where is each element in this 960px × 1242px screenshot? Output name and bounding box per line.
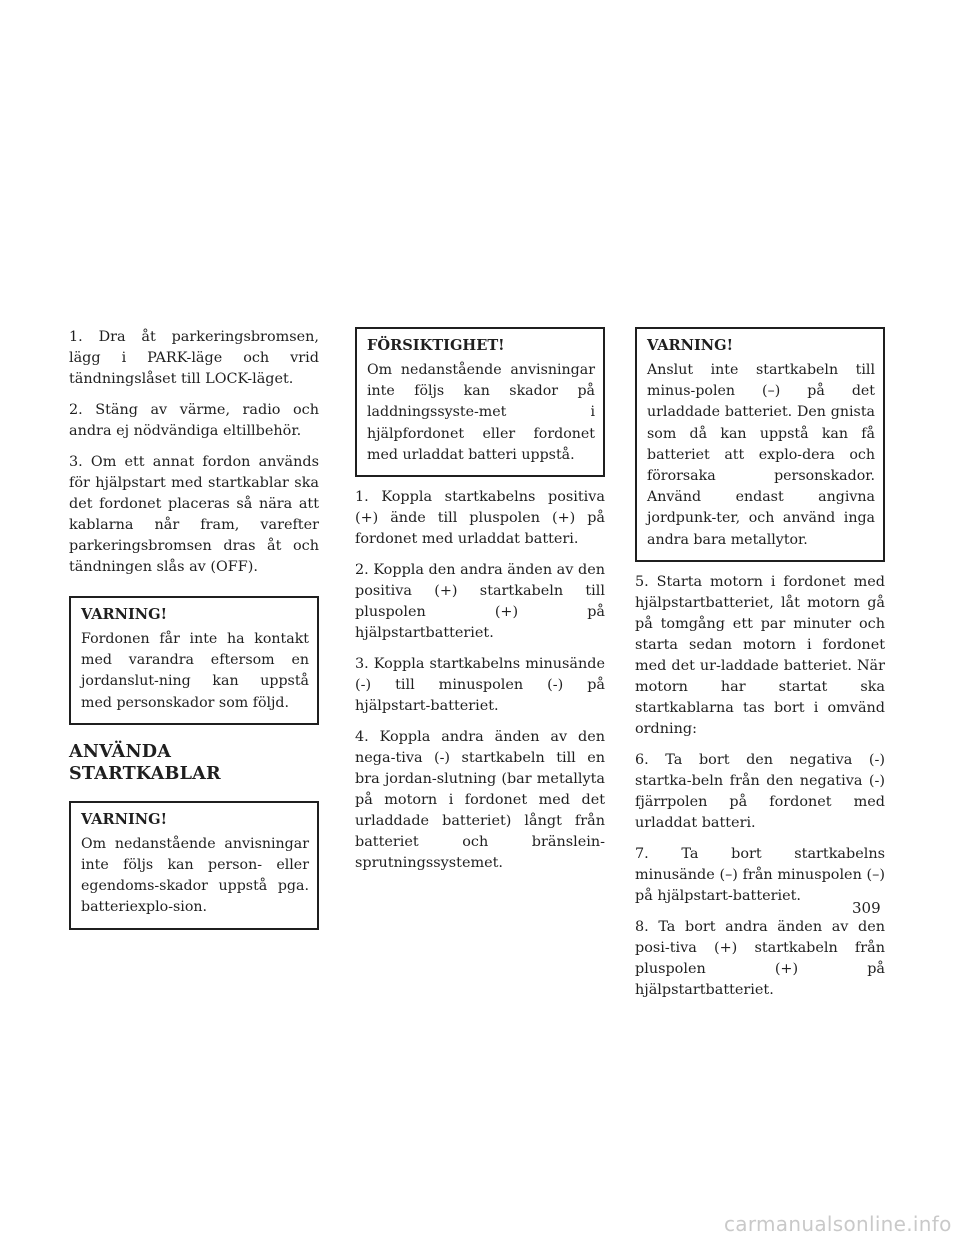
- step-2: 2. Stäng av värme, radio och andra ej nödvändiga eltillbehör.: [69, 402, 319, 439]
- step-2: 2. Koppla den andra änden av den positiva (+) startkabeln till pluspolen (+) på hjälpstartbatteriet.: [355, 562, 605, 642]
- warning-box-explosion: [69, 801, 319, 930]
- step-3: 3. Om ett annat fordon används för hjälpstart med startkablar ska det fordonet placeras så nära att kablarna når fram, varefter parkeringsbromsen dras åt och tändningen slås av (OFF).: [69, 454, 319, 575]
- step-5: 5. Starta motorn i fordonet med hjälpstartbatteriet, låt motorn gå på tomgång ett par minuter och starta sedan motorn i fordonet med det ur-laddade batteriet. När motorn har startat ska startkablarna tas bort i omvänd ordning:: [635, 573, 885, 737]
- watermark-text[interactable]: carmanualsonline.info: [724, 1212, 952, 1236]
- step-3: 3. Koppla startkabelns minusände (-) till minuspolen (-) på hjälpstart-batteriet.: [355, 656, 605, 715]
- warning-box-contact: [69, 596, 319, 725]
- step-1: 1. Koppla startkabelns positiva (+) ände till pluspolen (+) på fordonet med urladdat batteri.: [355, 489, 605, 548]
- step-4: 4. Koppla andra änden av den nega-tiva (-) startkabeln till en bra jordan-slutning (bar metallyta på motorn i fordonet med det urladdade batteriet) långt från batteriet och bränslein-sprutningssystemet.: [355, 729, 605, 872]
- warning-title: VARNING!: [81, 810, 168, 828]
- warning-title: VARNING!: [647, 337, 734, 354]
- warning-text: Om nedanstående anvisningar inte följs kan person- eller egendoms-skador uppstå pga. batteriexplo-sion.: [81, 835, 309, 916]
- column-2: [355, 327, 605, 884]
- warning-text: Anslut inte startkabeln till minus-polen (–) på det urladdade batteriet. Den gnista som då kan uppstå kan få batteriet att explo-dera och förorsaka personskador. Använd endast angivna jordpunk-ter, och använd inga andra bara metallytor.: [647, 362, 875, 548]
- warning-box-minus-pole: [635, 327, 885, 562]
- section-heading: ANVÄNDA STARTKABLAR: [69, 740, 221, 784]
- step-8: 8. Ta bort andra änden av den posi-tiva (+) startkabeln från pluspolen (+) på hjälpstartbatteriet.: [635, 918, 885, 998]
- warning-title: VARNING!: [81, 606, 168, 623]
- step-6: 6. Ta bort den negativa (-) startka-beln från den negativa (-) fjärrpolen på fordonet med urladdat batteri.: [635, 751, 885, 831]
- step-1: 1. Dra åt parkeringsbromsen, lägg i PARK-läge och vrid tändningslåset till LOCK-läget.: [69, 329, 319, 387]
- caution-box: [355, 327, 605, 477]
- warning-text: Fordonen får inte ha kontakt med varandra eftersom en jordanslut-ning kan uppstå med personskador som följd.: [81, 631, 309, 711]
- caution-title: FÖRSIKTIGHET!: [367, 337, 505, 354]
- step-7: 7. Ta bort startkabelns minusände (–) från minuspolen (–) på hjälpstart-batteriet.: [635, 845, 885, 904]
- column-1: [69, 327, 319, 930]
- column-3: [635, 327, 885, 1011]
- caution-text: Om nedanstående anvisningar inte följs kan skador på laddningssyste-met i hjälpfordonet eller fordonet med urladdat batteri uppstå.: [367, 362, 595, 463]
- page-number: 309: [852, 899, 881, 917]
